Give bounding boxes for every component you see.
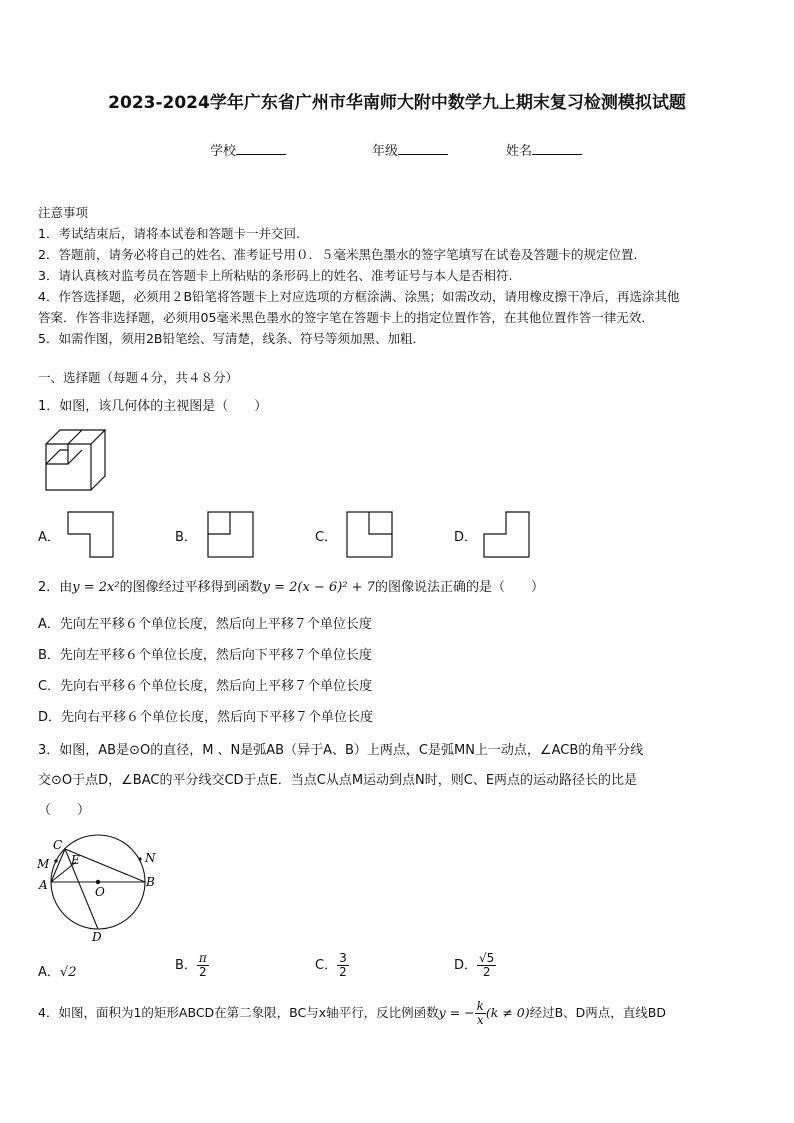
q3-option-c-denominator: 2 (339, 965, 347, 979)
school-field (210, 140, 286, 159)
notice-heading: 注意事项 (38, 205, 89, 220)
label-m: M (37, 857, 50, 871)
q3-option-b-label: B． (175, 958, 197, 973)
q3-option-d (454, 952, 496, 979)
question-1-stem: 1．如图，该几何体的主视图是（ ） (38, 399, 268, 414)
q3-option-d-label: D． (454, 958, 478, 973)
q1-option-a-figure (66, 510, 116, 560)
q1-option-d-label: D． (454, 530, 478, 545)
label-o: O (95, 885, 105, 899)
school-label: 学校 (210, 144, 237, 159)
grade-blank (398, 142, 448, 155)
q3-option-b (175, 952, 209, 979)
q3-option-d-denominator: 2 (482, 965, 491, 979)
grade-label: 年级 (372, 144, 399, 159)
q3-option-c-label: C． (315, 958, 338, 973)
q1-option-c-label: C． (315, 530, 338, 545)
q4-func-denominator: x (476, 1013, 484, 1027)
q2-option-d: D．先向右平移６个单位长度，然后向下平移７个单位长度 (38, 710, 374, 725)
q3-option-c (315, 952, 349, 979)
q4-func-condition: (k ≠ 0) (485, 1005, 530, 1020)
section-heading: 一、选择题（每题４分，共４８分） (38, 370, 239, 385)
q4-part-2: 经过B、D两点，直线BD (529, 1005, 667, 1020)
q4-part-1: 4．如图，面积为1的矩形ABCD在第二象限，BC与x轴平行，反比例函数 (38, 1005, 439, 1020)
notice-item: 5．如需作图，须用2B铅笔绘、写清楚，线条、符号等须加黑、加粗． (38, 331, 425, 346)
name-blank (532, 142, 582, 155)
question-2-stem (38, 576, 544, 595)
notice-item: 1．考试结束后，请将本试卷和答题卡一并交回. (38, 226, 300, 241)
q1-option-b-figure (206, 510, 256, 560)
notice-item: 4．作答选择题，必须用２B铅笔将答题卡上对应选项的方框涂满、涂黑；如需改动，请用橡皮擦干净后，再选涂其他 (38, 289, 680, 304)
q2-option-c: C．先向右平移６个单位长度，然后向上平移７个单位长度 (38, 679, 373, 694)
q2-option-a: A．先向左平移６个单位长度，然后向上平移７个单位长度 (38, 617, 372, 632)
q4-func-numerator: k (476, 999, 484, 1013)
question-3-line-3: （ ） (38, 803, 91, 818)
label-c: C (53, 838, 63, 852)
q3-option-d-numerator: √5 (479, 951, 495, 965)
q3-option-a-label: A． (38, 965, 60, 980)
q3-option-a-value: √2 (59, 965, 77, 980)
question-4-stem (38, 1000, 666, 1027)
q2-mid: 的图像经过平移得到函数 (119, 580, 263, 595)
q2-formula-1: y = 2x² (72, 580, 120, 595)
label-n: N (145, 851, 156, 865)
q3-option-a (38, 961, 76, 980)
q2-suffix: 的图像说法正确的是（ ） (374, 580, 544, 595)
q1-option-a-label: A． (38, 530, 60, 545)
school-blank (236, 142, 286, 155)
label-b: B (146, 875, 155, 889)
q2-option-b: B．先向左平移６个单位长度，然后向下平移７个单位长度 (38, 648, 372, 663)
q3-option-b-denominator: 2 (199, 965, 207, 979)
q3-option-c-numerator: 3 (339, 951, 347, 965)
notice-item: 3．请认真核对监考员在答题卡上所粘贴的条形码上的姓名、准考证号与本人是否相符. (38, 268, 513, 283)
q1-option-b-label: B． (175, 530, 197, 545)
name-field (506, 140, 582, 159)
q3-circle-figure (34, 834, 164, 946)
q3-option-b-numerator: π (198, 951, 207, 965)
notice-item: 2．答题前，请务必将自己的姓名、准考证号用０．５毫米黑色墨水的签字笔填写在试卷及答题卡的规定位置. (38, 247, 638, 262)
question-3-line-2: 交⊙O于点D，∠BAC的平分线交CD于点E．当点C从点M运动到点N时，则C、E两点的运动路径长的比是 (38, 773, 638, 788)
label-d: D (92, 930, 102, 944)
q1-option-d-figure (482, 510, 532, 560)
notice-item: 答案．作答非选择题，必须用05毫米黑色墨水的签字笔在答题卡上的指定位置作答，在其他位置作答一律无效． (38, 310, 654, 325)
q4-func-lhs: y = − (438, 1005, 475, 1020)
label-e: E (71, 853, 80, 867)
q2-prefix: 2．由 (38, 580, 73, 595)
grade-field (372, 140, 448, 159)
q1-option-c-figure (345, 510, 395, 560)
q2-formula-2: y = 2(x − 6)² + 7 (262, 580, 375, 595)
question-3-line-1: 3．如图，AB是⊙O的直径，M 、N是弧AB（异于A、B）上两点，C是弧MN上一动点，∠ACB的角平分线 (38, 743, 644, 758)
label-a: A (39, 878, 48, 892)
q1-solid-figure (44, 428, 106, 494)
name-label: 姓名 (506, 144, 533, 159)
exam-title: 2023-2024学年广东省广州市华南师大附中数学九上期末复习检测模拟试题 (108, 93, 686, 113)
